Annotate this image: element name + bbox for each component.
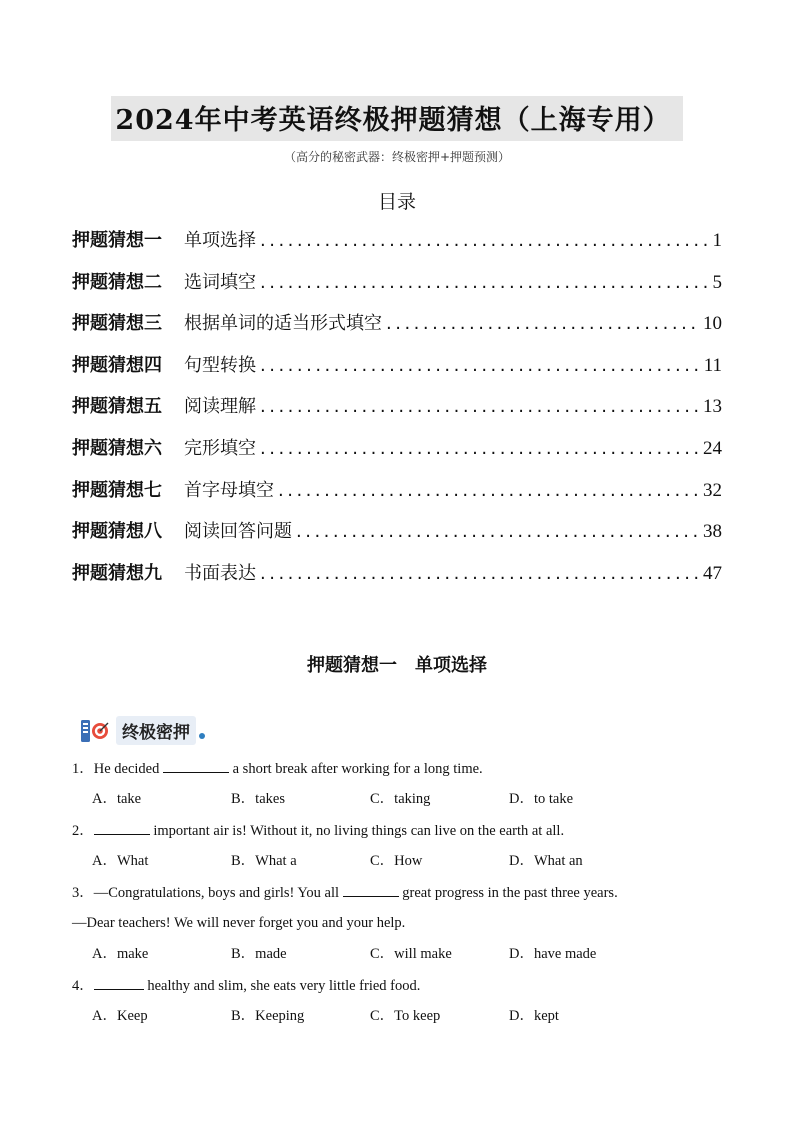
toc-entry[interactable] (72, 517, 722, 559)
section-title (0, 651, 794, 677)
question-text-pre: He decided (93, 761, 163, 777)
toc-entry-page: 1 (712, 230, 722, 251)
section-topic: 单项选择 (415, 655, 487, 676)
toc-entry-label: 押题猜想五 (72, 396, 162, 418)
toc-entry-page: 38 (703, 521, 722, 543)
question-list (72, 758, 732, 1037)
option-a[interactable]: A．make (92, 946, 149, 962)
toc-leader-dots (386, 313, 699, 334)
answer-blank[interactable] (94, 820, 150, 835)
table-of-contents (72, 226, 722, 600)
toc-leader-dots (278, 480, 699, 501)
toc-entry-label: 押题猜想三 (72, 313, 162, 335)
toc-entry[interactable] (72, 392, 722, 434)
toc-entry-page: 5 (712, 271, 722, 293)
toc-entry[interactable] (72, 268, 722, 310)
option-a[interactable]: A．take (92, 791, 142, 807)
document-title: 2024年中考英语终极押题猜想（上海专用） (111, 96, 682, 141)
question-text-pre: —Congratulations, boys and girls! You all (93, 885, 343, 901)
toc-entry-topic: 阅读回答问题 (184, 521, 292, 543)
toc-entry-page: 32 (703, 479, 722, 501)
toc-entry-topic: 首字母填空 (184, 479, 274, 501)
document-subtitle: （高分的秘密武器：终极密押+押题预测） (283, 150, 511, 164)
toc-entry-topic: 句型转换 (184, 354, 256, 376)
option-c[interactable]: C．To keep (370, 1008, 441, 1024)
option-b[interactable]: B．Keeping (231, 1008, 305, 1024)
toc-entry[interactable] (72, 226, 722, 268)
question-number: 4． (72, 978, 94, 994)
option-c[interactable]: C．taking (370, 791, 431, 807)
option-row (72, 851, 732, 882)
option-d[interactable]: D．What an (509, 853, 583, 869)
toc-entry-page: 13 (703, 396, 722, 418)
option-row (72, 944, 732, 975)
question-number: 1． (72, 761, 94, 777)
section-badge (80, 716, 205, 745)
toc-entry-page: 10 (703, 313, 722, 335)
question-stem (72, 820, 732, 851)
question-text-post: a short break after working for a long time. (229, 761, 483, 777)
option-b[interactable]: B．made (231, 946, 287, 962)
question-text-post: great progress in the past three years. (398, 885, 618, 901)
question-reply: —Dear teachers! We will never forget you and your help. (72, 915, 406, 931)
toc-entry-page: 24 (703, 437, 722, 459)
toc-entry-topic: 书面表达 (184, 562, 256, 584)
toc-leader-dots (260, 272, 709, 293)
option-d[interactable]: D．to take (509, 791, 574, 807)
option-row (72, 789, 732, 820)
toc-entry-label: 押题猜想九 (72, 562, 162, 584)
toc-leader-dots (260, 355, 700, 376)
toc-entry-label: 押题猜想四 (72, 354, 162, 376)
option-d[interactable]: D．kept (509, 1008, 559, 1024)
toc-entry-page: 11 (703, 354, 722, 376)
toc-entry-label: 押题猜想一 (72, 230, 162, 251)
toc-entry-topic: 选词填空 (184, 271, 256, 293)
toc-leader-dots (260, 438, 699, 459)
option-a[interactable]: A．Keep (92, 1008, 148, 1024)
toc-entry-label: 押题猜想七 (72, 479, 162, 501)
question-stem (72, 882, 732, 913)
question-number: 3． (72, 885, 94, 901)
toc-entry[interactable] (72, 351, 722, 393)
option-row (72, 1006, 732, 1037)
toc-leader-dots (296, 521, 699, 542)
toc-leader-dots (260, 230, 709, 251)
option-c[interactable]: C．How (370, 853, 423, 869)
toc-entry[interactable] (72, 434, 722, 476)
option-a[interactable]: A．What (92, 853, 149, 869)
option-c[interactable]: C．will make (370, 946, 452, 962)
question-text-post: healthy and slim, she eats very little fried food. (143, 978, 421, 994)
option-d[interactable]: D．have made (509, 946, 597, 962)
option-b[interactable]: B．What a (231, 853, 297, 869)
toc-entry-label: 押题猜想六 (72, 437, 162, 459)
toc-entry-topic: 阅读理解 (184, 396, 256, 418)
badge-dot (199, 733, 205, 739)
answer-blank[interactable] (343, 882, 399, 897)
question-text-post: important air is! Without it, no living things can live on the earth at all. (149, 823, 565, 839)
title-wrap (0, 96, 794, 141)
answer-blank[interactable] (94, 975, 144, 990)
toc-heading: 目录 (377, 191, 416, 213)
badge-label: 终极密押 (116, 716, 196, 745)
question-stem (72, 975, 732, 1006)
toc-entry[interactable] (72, 476, 722, 518)
target-icon (80, 718, 110, 744)
toc-entry[interactable] (72, 559, 722, 601)
toc-entry-label: 押题猜想二 (72, 271, 162, 293)
toc-leader-dots (260, 563, 699, 584)
question-stem (72, 758, 732, 789)
toc-entry-topic: 根据单词的适当形式填空 (184, 313, 382, 335)
toc-entry-page: 47 (703, 562, 722, 584)
toc-leader-dots (260, 396, 699, 417)
toc-entry[interactable] (72, 309, 722, 351)
option-b[interactable]: B．takes (231, 791, 285, 807)
toc-entry-topic: 完形填空 (184, 437, 256, 459)
section-label: 押题猜想一 (307, 655, 397, 676)
question-number: 2． (72, 823, 94, 839)
toc-entry-label: 押题猜想八 (72, 521, 162, 543)
answer-blank[interactable] (163, 758, 229, 773)
toc-entry-topic: 单项选择 (184, 230, 256, 251)
